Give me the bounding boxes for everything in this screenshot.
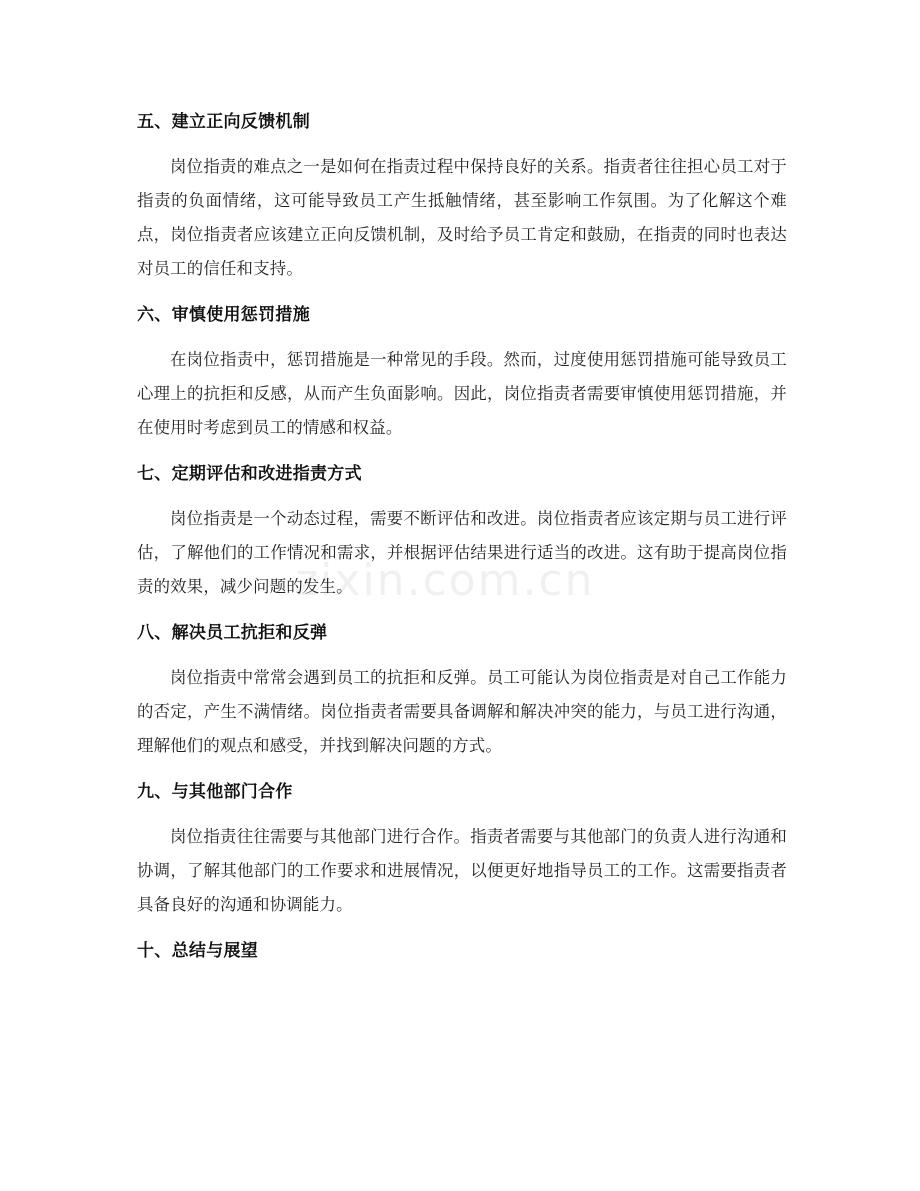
section-7 — [137, 459, 787, 604]
section-10 — [137, 936, 787, 966]
section-heading: 六、审慎使用惩罚措施 — [137, 305, 310, 325]
section-paragraph: 岗位指责是一个动态过程，需要不断评估和改进。岗位指责者应该定期与员工进行评估，了解他们的工作情况和需求，并根据评估结果进行适当的改进。这有助于提高岗位指责的效果，减少问题的发生。 — [137, 509, 787, 596]
section-heading: 十、总结与展望 — [137, 941, 259, 961]
section-paragraph: 岗位指责的难点之一是如何在指责过程中保持良好的关系。指责者往往担心员工对于指责的负面情绪，这可能导致员工产生抵触情绪，甚至影响工作氛围。为了化解这个难点，岗位指责者应该建立正向反馈机制，及时给予员工肯定和鼓励，在指责的同时也表达对员工的信任和支持。 — [137, 157, 787, 278]
section-5 — [137, 107, 787, 286]
section-heading: 七、定期评估和改进指责方式 — [137, 464, 362, 484]
section-8 — [137, 618, 787, 763]
section-6 — [137, 300, 787, 445]
section-paragraph: 在岗位指责中，惩罚措施是一种常见的手段。然而，过度使用惩罚措施可能导致员工心理上的抗拒和反感，从而产生负面影响。因此，岗位指责者需要审慎使用惩罚措施，并在使用时考虑到员工的情感和权益。 — [137, 350, 787, 437]
section-paragraph: 岗位指责中常常会遇到员工的抗拒和反弹。员工可能认为岗位指责是对自己工作能力的否定，产生不满情绪。岗位指责者需要具备调解和解决冲突的能力，与员工进行沟通，理解他们的观点和感受，并找到解决问题的方式。 — [137, 668, 787, 755]
section-heading: 九、与其他部门合作 — [137, 782, 293, 802]
watermark: zixin.com.cn — [295, 555, 595, 606]
section-9 — [137, 777, 787, 922]
section-paragraph: 岗位指责往往需要与其他部门进行合作。指责者需要与其他部门的负责人进行沟通和协调，了解其他部门的工作要求和进展情况，以便更好地指导员工的工作。这需要指责者具备良好的沟通和协调能力。 — [137, 827, 787, 914]
section-heading: 八、解决员工抗拒和反弹 — [137, 623, 328, 643]
section-heading: 五、建立正向反馈机制 — [137, 112, 310, 132]
